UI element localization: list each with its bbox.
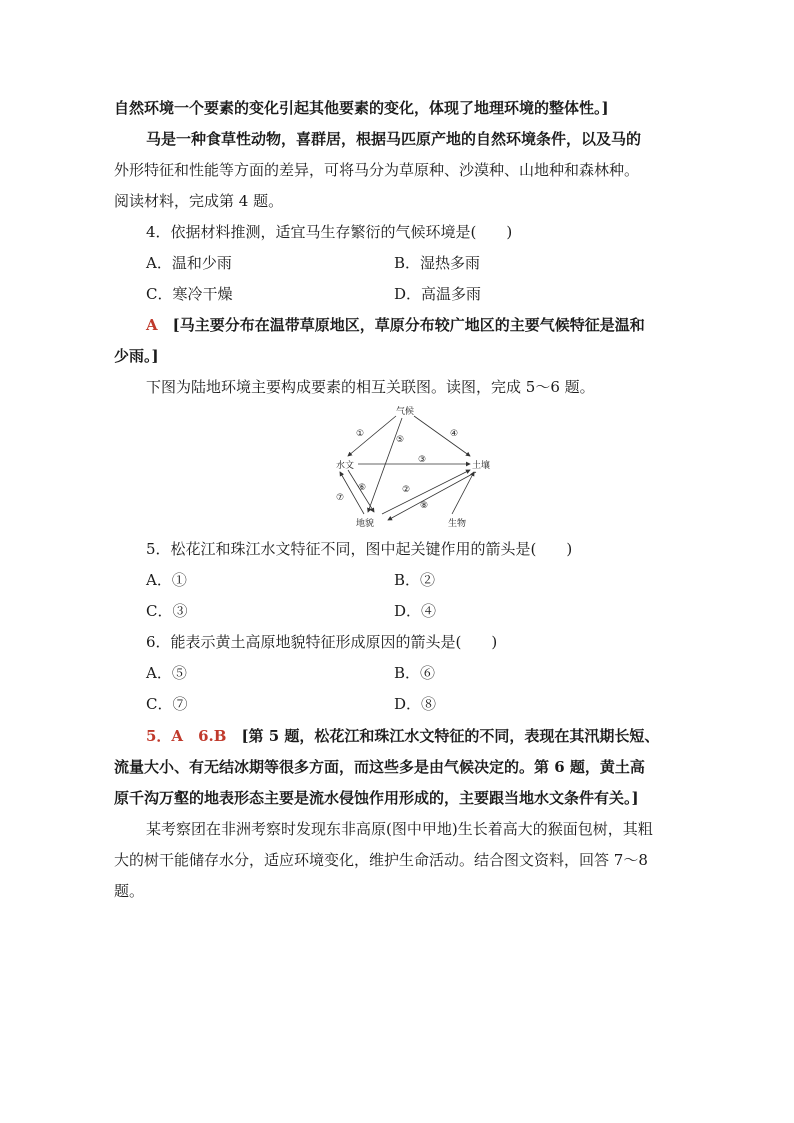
horse-material-line-1: 马是一种食草性动物，喜群居，根据马匹原产地的自然环境条件，以及马的 xyxy=(146,130,642,148)
question-4-explanation-text: [马主要分布在温带草原地区，草原分布较广地区的主要气候特征是温和 xyxy=(172,316,645,334)
node-soil: 土壤 xyxy=(472,461,491,471)
arrow-label-6: ⑥ xyxy=(358,483,367,493)
question-6-option-c: C．⑦ xyxy=(146,695,188,713)
arrow-label-8: ⑧ xyxy=(420,501,429,511)
question-4-option-b: B．湿热多雨 xyxy=(394,254,481,272)
arrow-label-1: ① xyxy=(356,429,365,439)
arrow-label-4: ④ xyxy=(450,429,459,439)
arrow-4 xyxy=(414,416,470,456)
figure-intro: 下图为陆地环境主要构成要素的相互关联图。读图，完成 5～6 题。 xyxy=(146,378,595,396)
question-4-stem: 4．依据材料推测，适宜马生存繁衍的气候环境是( ) xyxy=(146,223,513,241)
question-5-option-a: A．① xyxy=(146,571,187,589)
baobab-material-line-2: 大的树干能储存水分，适应环境变化，维护生命活动。结合图文资料，回答 7～8 xyxy=(114,851,648,869)
answers-5-6-line-1 xyxy=(146,726,686,746)
answers-5-6-line-3: 原千沟万壑的地表形态主要是流水侵蚀作用形成的，主要跟当地水文条件有关。] xyxy=(114,789,639,807)
horse-material-line-3: 阅读材料，完成第 4 题。 xyxy=(114,192,284,210)
answers-5-6-label: 5．A 6.B xyxy=(146,727,227,745)
node-climate: 气候 xyxy=(396,407,415,417)
arrow-5 xyxy=(368,418,405,512)
arrow-label-2: ② xyxy=(402,485,411,495)
arrow-label-5: ⑤ xyxy=(396,435,405,445)
question-5-option-d: D．④ xyxy=(394,602,437,620)
answers-5-6-line-2: 流量大小、有无结冰期等很多方面，而这些多是由气候决定的。第 6 题，黄土高 xyxy=(114,758,645,776)
horse-material-line-2: 外形特征和性能等方面的差异，可将马分为草原种、沙漠种、山地种和森林种。 xyxy=(114,161,640,179)
node-hydrology: 水文 xyxy=(336,461,355,471)
question-4-option-a: A．温和少雨 xyxy=(146,254,232,272)
question-5-stem: 5．松花江和珠江水文特征不同，图中起关键作用的箭头是( ) xyxy=(146,540,573,558)
arrow-label-3: ③ xyxy=(418,455,427,465)
question-4-explanation-line-2: 少雨。] xyxy=(114,347,159,365)
arrow-biology-soil xyxy=(452,472,474,514)
question-6-stem: 6．能表示黄土高原地貌特征形成原因的箭头是( ) xyxy=(146,633,498,651)
baobab-material-line-3: 题。 xyxy=(114,882,145,900)
question-5-option-c: C．③ xyxy=(146,602,188,620)
question-5-option-b: B．② xyxy=(394,571,436,589)
question-4-explanation-line-1 xyxy=(146,315,686,335)
arrow-8 xyxy=(388,472,476,520)
answers-5-6-explanation-text: [第 5 题，松花江和珠江水文特征的不同，表现在其汛期长短、 xyxy=(241,727,660,745)
node-biology: 生物 xyxy=(448,519,467,529)
question-6-option-b: B．⑥ xyxy=(394,664,436,682)
previous-explanation-tail: 自然环境一个要素的变化引起其他要素的变化，体现了地理环境的整体性。] xyxy=(114,99,609,117)
question-4-option-c: C．寒冷干燥 xyxy=(146,285,233,303)
land-environment-relation-diagram xyxy=(330,402,500,530)
question-4-answer: A xyxy=(146,316,158,334)
question-6-option-a: A．⑤ xyxy=(146,664,187,682)
node-landform: 地貌 xyxy=(356,519,375,529)
question-6-option-d: D．⑧ xyxy=(394,695,437,713)
question-4-option-d: D．高温多雨 xyxy=(394,285,482,303)
baobab-material-line-1: 某考察团在非洲考察时发现东非高原(图中甲地)生长着高大的猴面包树，其粗 xyxy=(146,820,653,838)
arrow-label-7: ⑦ xyxy=(336,493,345,503)
